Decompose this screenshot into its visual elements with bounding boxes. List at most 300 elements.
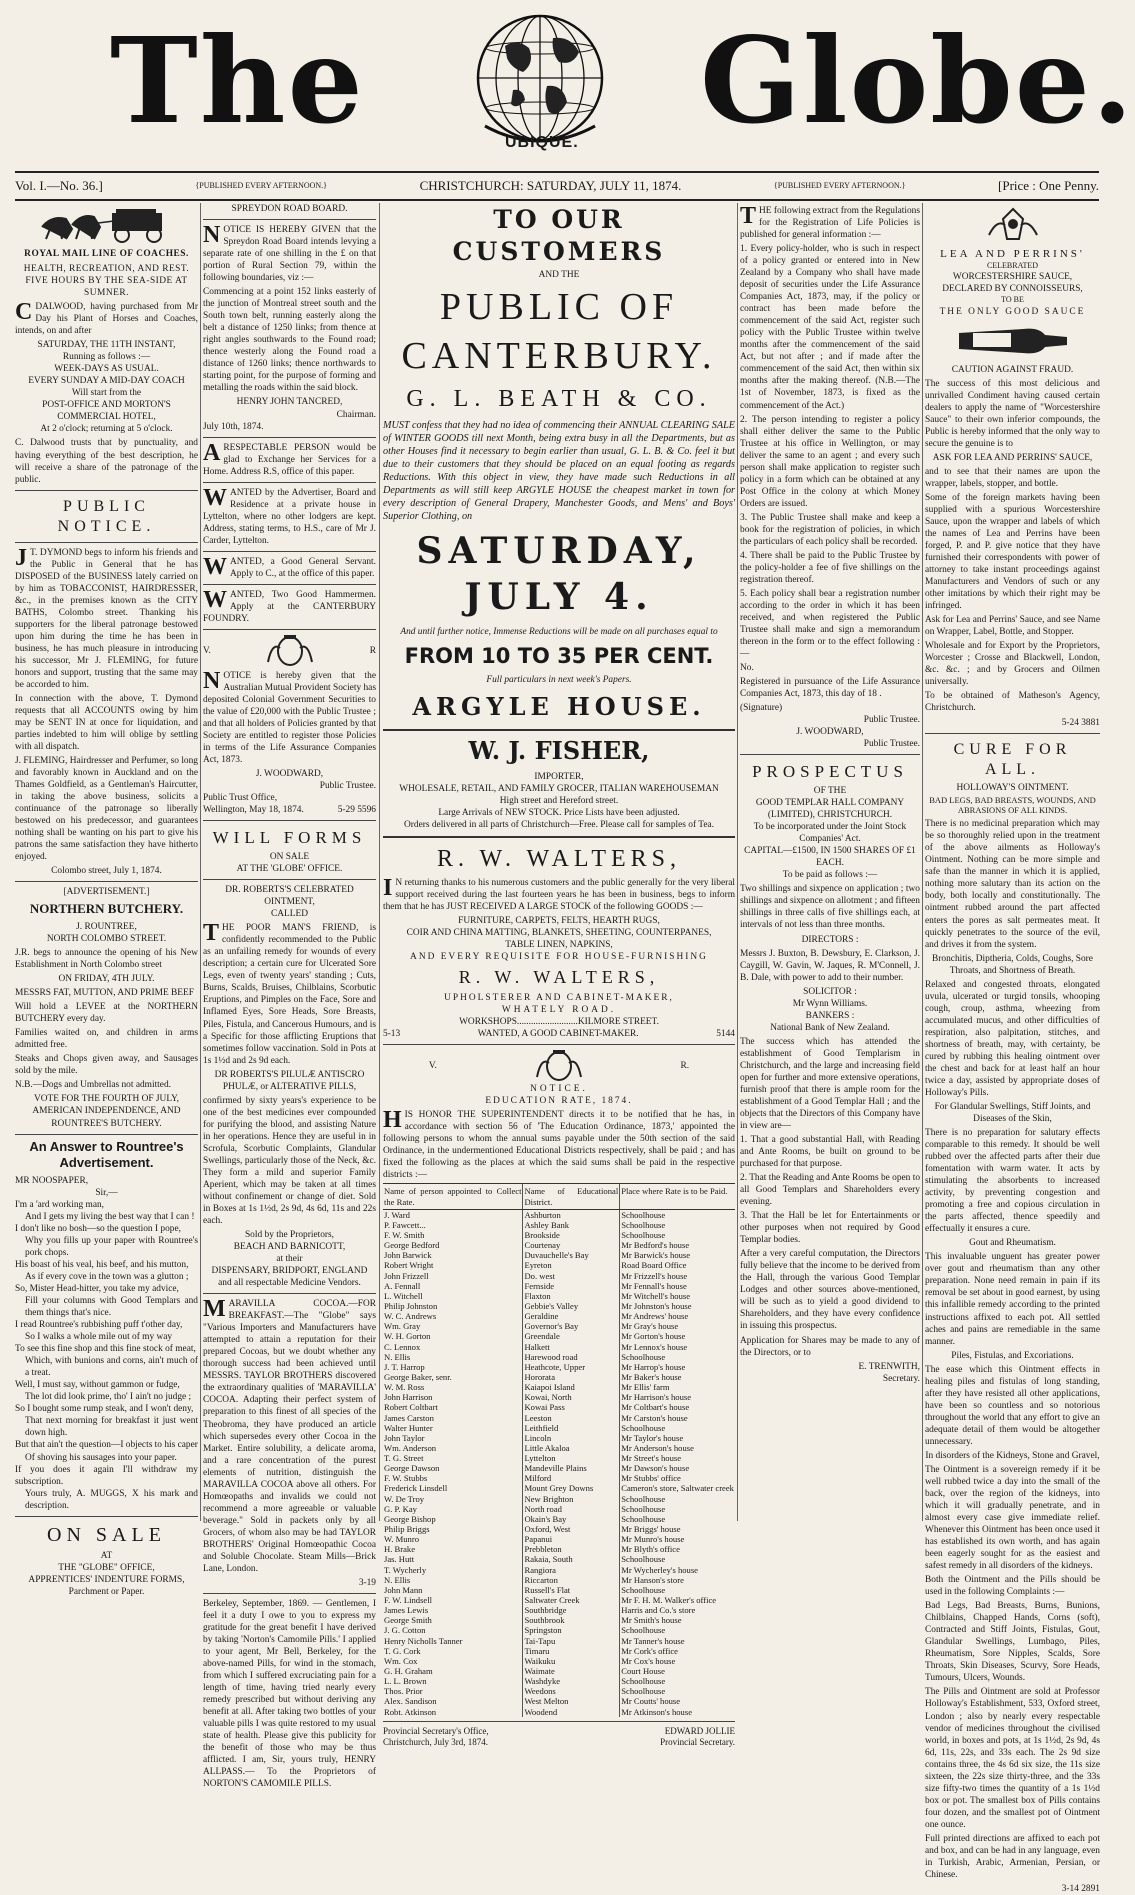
table-cell: T. G. Cork bbox=[384, 1645, 421, 1656]
table-row bbox=[383, 1636, 735, 1646]
notice-text: J. FLEMING, Hairdresser and Perfumer, so long and favorably known in Auckland and on the Thames Goldfield, as a Gentleman's Haircutter, in taking the above business, solicits a continuance of the patronage so liberally bestowed on his predecessor, and guarantees nothing shall be wanting on his part to give his patrons the same satisfaction they have hitherto enjoyed. bbox=[15, 756, 198, 863]
coach-post-office: POST-OFFICE AND MORTON'S COMMERCIAL HOTEL, bbox=[42, 400, 171, 423]
table-row bbox=[383, 1656, 735, 1666]
poem-line: Why you fills up your paper with Rountree's pork chops. bbox=[25, 1235, 198, 1258]
ointment-at: at their bbox=[276, 1254, 303, 1265]
column-rule bbox=[922, 203, 923, 1521]
sauce-declared: DECLARED BY CONNOISSEURS, bbox=[942, 284, 1083, 295]
ointment-title: DR. ROBERTS'S CELEBRATED OINTMENT, bbox=[225, 885, 354, 908]
holloway-text: Full printed directions are affixed to each pot and box, and can be had in any language, even in Turkish, Arabic, Armenian, Persian, or Chinese. bbox=[925, 1833, 1100, 1880]
table-row bbox=[383, 1666, 735, 1676]
table-cell: N. Ellis bbox=[384, 1351, 411, 1362]
prospectus-text: 3. That the Hall be let for Entertainments or other purposes when not required by Good Templar bodies. bbox=[740, 1211, 920, 1246]
poem-line: Fill your columns with Good Templars and them things that's nice. bbox=[25, 1296, 198, 1319]
prospectus-heading: BANKERS : bbox=[805, 1010, 855, 1021]
walters-name-2: R. W. WALTERS, bbox=[458, 967, 660, 987]
column-rule bbox=[379, 203, 380, 1521]
table-cell: George Dawson bbox=[384, 1463, 440, 1474]
coach-time: At 2 o'clock; returning at 5 o'clock. bbox=[40, 424, 173, 435]
prospectus-incorporation: To be incorporated under the Joint Stock Companies' Act. bbox=[753, 822, 907, 845]
public-headline: PUBLIC OF CANTERBURY. bbox=[401, 286, 717, 377]
table-cell: Riccarton bbox=[523, 1575, 620, 1585]
table-row bbox=[383, 1240, 735, 1250]
table-row bbox=[383, 1686, 735, 1696]
regulations-text: 3. The Public Trustee shall make and keep a book for the registration of policies, in which the particulars of each policy shall be recorded. bbox=[740, 512, 920, 547]
table-cell: Schoolhouse bbox=[620, 1585, 735, 1595]
table-cell: Mr F. H. M. Walker's office bbox=[620, 1595, 735, 1605]
road-board-role: Chairman. bbox=[336, 409, 376, 420]
answer-salutation: Sir,— bbox=[95, 1187, 118, 1198]
table-cell: George Bishop bbox=[384, 1513, 436, 1524]
table-cell: Mr Smith's house bbox=[620, 1615, 735, 1625]
prospectus-text: After a very careful computation, the Directors fully believe that the income to be derived from the Hall, through the various Good Templar Lodges and other sources above-mentioned, will be such as to yield a good dividend to Shareholders, and they have every confidence in issuing this prospectus. bbox=[740, 1249, 920, 1332]
table-cell: Road Board Office bbox=[620, 1260, 735, 1270]
table-cell: Wm. Cox bbox=[384, 1655, 418, 1666]
prospectus-secretary: E. TRENWITH, bbox=[858, 1361, 920, 1372]
table-cell: Ashburton bbox=[523, 1209, 620, 1220]
table-cell: Schoolhouse bbox=[620, 1423, 735, 1433]
table-cell: Cameron's store, Saltwater creek bbox=[621, 1483, 734, 1494]
table-cell: J. Ward bbox=[384, 1209, 410, 1220]
prospectus-heading: DIRECTORS : bbox=[801, 934, 859, 945]
coach-start: Will start from the bbox=[71, 388, 142, 399]
trustee-name: J. WOODWARD, bbox=[255, 769, 324, 780]
on-sale-item: Parchment or Paper. bbox=[68, 1587, 145, 1598]
walters-code: 5-13 bbox=[383, 1029, 401, 1040]
table-cell: Oxford, West bbox=[523, 1524, 620, 1534]
cocoa-text: ARAVILLA COCOA.—FOR BREAKFAST.—The "Globe" says "Various Importers and Manufacturers have attempted to attain a reputation for their prepared Cocoas, but we doubt whether any thorough success had been achieved until MESSRS. TAYLOR BROTHERS discovered the extraordinary qualities of 'MARAVILLA' COCOA. Adapting their perfect system of preparation to this finest of all species of the Theobroma, they have produced an article which supersedes every other Cocoa in the Market. Entire solubility, a delicate aroma, and a rare concentration of the purest elements of nutrition, distinguish the MARAVILLA COCOA above all others. For Homœopaths and invalids we could not recommend a more agreeable or valuable beverage." Sold in packets only by all Grocers, of whom also may be had TAYLOR BROTHERS' Original Homœopathic Cocoa and Soluble Chocolate. Steam Mills—Brick Lane, London. bbox=[203, 1299, 376, 1574]
road-board-text: OTICE IS HEREBY GIVEN that the Spreydon Road Board intends levying a separate rate of one shilling in the £ on that portion of Rural Section 79, within the following boundaries, viz :— bbox=[203, 225, 376, 284]
table-cell: Mr Frizzell's house bbox=[620, 1271, 735, 1281]
notice-text: T. DYMOND begs to inform his friends and the Public in General that he has DISPOSED of the BUSINESS lately carried on by him as TOBACCONIST, HAIRDRESSER, &c., in the premises known as the CITY BATHS, Colombo street. Thanking his supporters for the liberal patronage bestowed upon him during the time he has been in business, he has much pleasure in introducing his successor, Mr J. FLEMING, for future honors and support, trusting that the same may be accorded to him. bbox=[15, 547, 198, 690]
table-cell: Mr Ellis' farm bbox=[620, 1382, 735, 1392]
notice-text: In connection with the above, T. Dymond requests that all ACCOUNTS owing by him may be SENT IN at once for liquidation, and parties indebted to him will oblige by settling with all dispatch. bbox=[15, 693, 198, 753]
table-cell: Flaxton bbox=[523, 1291, 620, 1301]
table-cell: Mr Coltbart's house bbox=[620, 1402, 735, 1412]
road-board-name: HENRY JOHN TANCRED, bbox=[236, 397, 343, 408]
table-row bbox=[383, 1271, 735, 1281]
butchery-title: NORTHERN BUTCHERY. bbox=[29, 901, 184, 917]
royal-cipher-right: R bbox=[369, 645, 376, 656]
table-row bbox=[383, 1260, 735, 1270]
will-forms-at: AT THE 'GLOBE' OFFICE. bbox=[236, 864, 343, 875]
sale-full-particulars: Full particulars in next week's Papers. bbox=[486, 675, 632, 686]
pills-testimonial: Berkeley, September, 1869. — Gentlemen, I feel it a duty I owe to you to express my gratitude for the great benefit I have derived by taking 'Norton's Camomile Pills.' I applied to your agent, Mr Bell, Berkeley, for the above-named Pills, for wind in the stomach, from which I suffered excruciating pain for a length of time, having tried nearly every remedy prescribed but without deriving any benefit at all. After taking two bottles of your valuable pills I was quite restored to my usual state of health. Please give this publicity for the benefit of those who may be thus afflicted. I am, Sir, yours truly, HENRY ALLPASS.— To the Proprietors of NORTON'S CAMOMILE PILLS. bbox=[203, 1598, 376, 1790]
holloway-heading: BAD LEGS, BAD BREASTS, WOUNDS, AND ABRASIONS OF ALL KINDS. bbox=[929, 794, 1096, 816]
table-cell: John Taylor bbox=[384, 1432, 425, 1443]
walters-goods: TABLE LINEN, NAPKINS, bbox=[505, 939, 613, 950]
ointment-called: CALLED bbox=[271, 909, 308, 920]
table-header: Name of Educational District. bbox=[523, 1184, 620, 1209]
poem-line: Which, with bunions and corns, ain't much of a treat. bbox=[25, 1356, 198, 1379]
table-cell: Mr Coutts' house bbox=[620, 1696, 735, 1706]
prospectus-secretary-role: Secretary. bbox=[882, 1373, 920, 1384]
volume-number: Vol. I.—No. 36.] bbox=[15, 178, 103, 193]
table-cell: T. Wycherly bbox=[384, 1564, 427, 1575]
trustee-text: OTICE is hereby given that the Australian Mutual Provident Society has deposited Colonial Government Securities to the value of £20,000 with the Public Trustee ; and that all holders of Policies granted by that Society are entitled to register those Policies in terms of the Life Assurance Companies Act, 1873. bbox=[203, 670, 376, 766]
poem-line: I'm a 'ard working man, bbox=[15, 1199, 105, 1210]
drop-cap: N bbox=[203, 667, 221, 694]
ointment-text: HE POOR MAN'S FRIEND, is confidently recommended to the Public as an unfailing remedy for wounds of every description; a certain cure for Ulcerated Sore Legs, even of twenty years' standing ; Cuts, Burns, Scalds, Bruises, Chilblains, Scorbutic Eruptions, and Pimples on the Face, Sore and Inflamed Eyes, Sore Heads, Sore Breasts, Piles, Fistula, and Cancerous Humours, and is a Specific for those afflicting Eruptions that sometimes follow vaccination. Sold in Pots at 1s 1½d and 2s 9d each. bbox=[203, 923, 376, 1066]
table-row bbox=[383, 1595, 735, 1605]
walters-workshops: WORKSHOPS..........................KILMORE STREET. bbox=[459, 1017, 659, 1028]
regulations-role: Public Trustee. bbox=[863, 739, 920, 750]
coach-text: DALWOOD, having purchased from Mr Day his Plant of Horses and Coaches, intends, on and after bbox=[15, 302, 198, 337]
table-cell: Weedons bbox=[523, 1686, 620, 1696]
table-cell: Woodend bbox=[523, 1707, 620, 1717]
poem-line: So I bought some rump steak, and I won't deny, bbox=[15, 1404, 194, 1415]
butchery-text: Steaks and Chops given away, and Sausages sold by the mile. bbox=[15, 1054, 198, 1077]
drop-cap: H bbox=[383, 1107, 402, 1134]
answer-title: An Answer to Rountree's Advertisement. bbox=[29, 1138, 184, 1171]
royal-cipher-left: V. bbox=[203, 645, 211, 656]
table-row bbox=[383, 1443, 735, 1453]
table-row bbox=[383, 1707, 735, 1717]
royal-cipher-right: R. bbox=[680, 1061, 690, 1072]
column-rule bbox=[200, 203, 201, 1521]
drop-cap: N bbox=[203, 222, 221, 249]
table-cell: Mount Grey Downs bbox=[523, 1483, 620, 1493]
table-cell: Kowai, North bbox=[523, 1392, 620, 1402]
table-cell: Mr Tanner's house bbox=[620, 1636, 735, 1646]
sauce-text: and to see that their names are upon the wrapper, labels, stopper, and bottle. bbox=[925, 466, 1100, 489]
poem-line: And I gets my living the best way that I can ! bbox=[25, 1211, 195, 1222]
table-cell: F. W. Lindsell bbox=[384, 1595, 433, 1606]
ointment-dispensary: DISPENSARY, BRIDPORT, ENGLAND bbox=[211, 1266, 368, 1277]
table-cell: Schoolhouse bbox=[620, 1209, 735, 1220]
coach-date: SATURDAY, THE 11TH INSTANT, bbox=[37, 340, 176, 351]
notice-date: Colombo street, July 1, 1874. bbox=[51, 866, 162, 877]
table-row bbox=[383, 1463, 735, 1473]
sauce-celebrated: CELEBRATED bbox=[986, 261, 1039, 271]
classified-text: ANTED, Two Good Hammermen. Apply at the CANTERBURY FOUNDRY. bbox=[203, 589, 376, 624]
sauce-caution: CAUTION AGAINST FRAUD. bbox=[951, 364, 1074, 375]
classified-text: RESPECTABLE PERSON would be glad to Exchange her Services for a Home. Address R.S, office of this paper. bbox=[203, 442, 376, 477]
table-cell: W. H. Gorton bbox=[384, 1331, 431, 1342]
table-cell: Rakaia, South bbox=[523, 1554, 620, 1564]
poem-line: Yours truly, A. MUGGS, X his mark and description. bbox=[25, 1488, 198, 1511]
education-office: Provincial Secretary's Office, bbox=[383, 1725, 489, 1736]
prospectus-text: Two shillings and sixpence on application ; two shillings and sixpence on allotment ; and fifteen shillings in three calls of five shillings each, at intervals of not less than three months. bbox=[740, 884, 920, 931]
table-row bbox=[383, 1413, 735, 1423]
table-row bbox=[383, 1321, 735, 1331]
poem-line: His boast of his veal, his beef, and his mutton, bbox=[15, 1260, 189, 1270]
education-notice: NOTICE. bbox=[530, 1084, 588, 1095]
table-row bbox=[383, 1352, 735, 1362]
prospectus-text: Application for Shares may be made to any of the Directors, or to bbox=[740, 1335, 920, 1358]
butchery-text: Will hold a LEVEE at the NORTHERN BUTCHERY every day. bbox=[15, 1002, 198, 1025]
coach-text: C. Dalwood trusts that by punctuality, and having everything of the best description, he will receive a share of the patronage of the public. bbox=[15, 438, 198, 485]
table-cell: H. Brake bbox=[384, 1544, 416, 1555]
table-cell: T. G. Street bbox=[384, 1453, 424, 1464]
table-row bbox=[383, 1209, 735, 1220]
table-cell: Mr Anderson's house bbox=[620, 1443, 735, 1453]
education-title: EDUCATION RATE, 1874. bbox=[485, 1096, 633, 1107]
table-cell: W. Munro bbox=[384, 1534, 420, 1545]
ointment-sold-by: Sold by the Proprietors, bbox=[244, 1230, 335, 1241]
prospectus-text: The success which has attended the establishment of Good Templarism in Christchurch, and the large and increasing field open for further and more extensive operations, furnish proof that there is ample room for the establishment of a Good Templar Hall ; and the objects that the Directors of this Company have in view are— bbox=[740, 1036, 920, 1131]
table-cell: Papanui bbox=[523, 1534, 620, 1544]
table-row bbox=[383, 1646, 735, 1656]
table-cell: Mr Andrews' house bbox=[620, 1311, 735, 1321]
table-cell: Okain's Bay bbox=[523, 1514, 620, 1524]
coach-subtitle: FIVE HOURS BY THE SEA-SIDE AT SUMNER. bbox=[25, 276, 188, 299]
table-row bbox=[383, 1625, 735, 1635]
table-cell: Mr Munro's house bbox=[620, 1534, 735, 1544]
table-header: Place where Rate is to be Paid. bbox=[620, 1184, 735, 1209]
regulations-name: J. WOODWARD, bbox=[796, 727, 864, 738]
holloway-text: Both the Ointment and the Pills should be used in the following Complaints :— bbox=[925, 1575, 1100, 1598]
royal-arms-icon bbox=[529, 1049, 589, 1083]
column-rule bbox=[737, 203, 738, 1521]
table-cell: Gebbie's Valley bbox=[523, 1301, 620, 1311]
table-cell: John Mann bbox=[384, 1584, 423, 1595]
regulations-text: 1. Every policy-holder, who is such in respect of a policy granted or entered into in New Zealand by a Company who shall have made deposit of securities under the Life Assurance Companies Act, 1873, may, if the policy or contract has been made before the commencement of the said Act, register such policy with the Public Trustee within twelve months after the commencement of the said Act, but not after ; and if made after the commencement of the said Act, then within six months after the making thereof. (N.B.—The 1st of November, 1873, is fixed as the commencement of the Act.) bbox=[740, 244, 920, 411]
butchery-text: MESSRS FAT, MUTTON, AND PRIME BEEF bbox=[15, 988, 194, 999]
fisher-importer: IMPORTER, bbox=[534, 771, 584, 782]
table-cell: John Harrison bbox=[384, 1392, 433, 1403]
table-cell: Mr Atkinson's house bbox=[620, 1707, 735, 1717]
prospectus-text: Messrs J. Buxton, B. Dewsbury, E. Clarkson, J. Caygill, W. Gavin, W. Jaques, R. M'Connell, J. B. Dale, with power to add to their number. bbox=[740, 948, 920, 983]
walters-wanted: WANTED, A GOOD CABINET-MAKER. bbox=[477, 1029, 639, 1040]
table-cell: Mr Lennox's house bbox=[620, 1342, 735, 1352]
fisher-description: WHOLESALE, RETAIL, AND FAMILY GROCER, ITALIAN WAREHOUSEMAN bbox=[399, 783, 719, 794]
table-cell: L. Witchell bbox=[384, 1290, 423, 1301]
table-cell: West Melton bbox=[523, 1696, 620, 1706]
sauce-title: LEA AND PERRINS' bbox=[940, 248, 1085, 260]
table-cell: Waimate bbox=[523, 1666, 620, 1676]
trustee-code: 5-29 5596 bbox=[337, 805, 376, 816]
fisher-arrivals: Large Arrivals of NEW STOCK. Price Lists have been adjusted. bbox=[438, 808, 680, 818]
public-notice-title: PUBLIC NOTICE. bbox=[57, 497, 156, 536]
table-row bbox=[383, 1311, 735, 1321]
table-cell: Brookside bbox=[523, 1230, 620, 1240]
butchery-text: VOTE FOR THE FOURTH OF JULY, AMERICAN INDEPENDENCE, AND ROUNTREE'S BUTCHERY. bbox=[32, 1094, 181, 1129]
butchery-street: NORTH COLOMBO STREET. bbox=[46, 934, 167, 945]
answer-salutation: MR NOOSPAPER, bbox=[15, 1175, 89, 1186]
drop-cap: M bbox=[203, 1296, 226, 1323]
table-cell: Mr Johnston's house bbox=[620, 1301, 735, 1311]
sale-until: And until further notice, Immense Reductions will be made on all purchases equal to bbox=[400, 626, 718, 637]
table-cell: Mr Hanson's store bbox=[620, 1575, 735, 1585]
table-row bbox=[383, 1565, 735, 1575]
argyle-house: ARGYLE HOUSE. bbox=[412, 692, 706, 722]
holloway-text: This invaluable unguent has greater power over gout and rheumatism than any other preparation. None need remain in pain if its removal be set about in good earnest, by using this infallible remedy according to the printed instructions affixed to each pot. All settled aches and pains are remediable in the same manner. bbox=[925, 1252, 1100, 1347]
table-row bbox=[383, 1554, 735, 1564]
table-cell: Mr Gorton's house bbox=[620, 1331, 735, 1341]
fisher-orders: Orders delivered in all parts of Christchurch—Free. Please call for samples of Tea. bbox=[403, 820, 714, 831]
table-cell: Lincoln bbox=[523, 1433, 620, 1443]
sauce-text: To be obtained of Matheson's Agency, Christchurch. bbox=[925, 691, 1100, 714]
table-cell: F. W. Smith bbox=[384, 1229, 425, 1240]
table-cell: Mr Cork's office bbox=[620, 1646, 735, 1656]
royal-arms-icon bbox=[260, 634, 320, 668]
table-row bbox=[383, 1372, 735, 1382]
table-cell: Southbrook bbox=[523, 1615, 620, 1625]
poem-line: To see this fine shop and this fine stock of meat, bbox=[15, 1344, 196, 1355]
education-text: IS HONOR THE SUPERINTENDENT directs it to be notified that he has, in accordance with section 56 of 'The Education Ordinance, 1873,' appointed the following persons to whom the annual sums payable under the 50th section of the said Ordinance, in the undermentioned Educational Districts respectively, shall be paid ; and has fixed the following as the places at which the said sums shall be paid in the respective districts :— bbox=[383, 1110, 735, 1181]
table-cell: G. H. Graham bbox=[384, 1666, 433, 1677]
poem-lines bbox=[15, 1199, 198, 1512]
table-cell: Heathcote, Upper bbox=[523, 1362, 620, 1372]
drop-cap: T bbox=[740, 203, 757, 229]
road-board-text: Commencing at a point 152 links easterly of the junction of Montreal street south and the South town belt, running easterly along the belt a distance of 1250 links; from thence at right angles southwards to the Found road; thence westerly along the Found road a distance of 1260 links; thence northwards to starting point, for the purpose of forming and metalling the roads within the said block. bbox=[203, 287, 376, 394]
holloway-text: Bad Legs, Bad Breasts, Burns, Bunions, Chilblains, Chapped Hands, Corns (soft), Contracted and Stiff Joints, Fistulas, Gout, Glandular Swellings, Lumbago, Piles, Rheumatism, Sore Nipples, Scalds, Sore Throats, Skin Diseases, Scurvy, Sore Heads, Tumours, Ulcers, Wounds. bbox=[925, 1601, 1100, 1684]
table-cell: Mr Gray's house bbox=[620, 1321, 735, 1331]
table-cell: Robt. Atkinson bbox=[384, 1706, 437, 1717]
prospectus-capital: CAPITAL—£1500, IN 1500 SHARES OF £1 EACH. bbox=[744, 846, 916, 869]
table-cell: Harewood road bbox=[523, 1352, 620, 1362]
on-sale-item: APPRENTICES' INDENTURE FORMS, bbox=[28, 1575, 185, 1586]
table-cell: Mr Briggs' house bbox=[620, 1524, 735, 1534]
prospectus-paid: To be paid as follows :— bbox=[782, 870, 878, 881]
table-row bbox=[383, 1453, 735, 1463]
prospectus-text: 2. That the Reading and Ante Rooms be open to all Good Templars and Shareholders every evening. bbox=[740, 1173, 921, 1208]
table-row bbox=[383, 1473, 735, 1483]
table-row bbox=[383, 1331, 735, 1341]
published-note-right: {PUBLISHED EVERY AFTERNOON.} bbox=[773, 181, 906, 190]
table-cell: Ashley Bank bbox=[523, 1220, 620, 1230]
walters-trade: UPHOLSTERER AND CABINET-MAKER, bbox=[444, 993, 674, 1004]
table-cell: Milford bbox=[523, 1473, 620, 1483]
table-row bbox=[383, 1524, 735, 1534]
walters-goods: FURNITURE, CARPETS, FELTS, HEARTH RUGS, bbox=[458, 915, 660, 926]
sauce-text: Wholesale and for Export by the Proprietors, Worcester ; Crosse and Blackwell, London, &c. &c. ; and by Grocers and Oilmen universally. bbox=[925, 641, 1100, 688]
table-cell: Saltwater Creek bbox=[523, 1595, 620, 1605]
fisher-name: W. J. FISHER, bbox=[468, 736, 650, 766]
sale-discount: FROM 10 TO 35 PER CENT. bbox=[404, 643, 714, 668]
ointment-vendors: and all respectable Medicine Vendors. bbox=[218, 1278, 361, 1289]
table-cell: Fernside bbox=[523, 1281, 620, 1291]
customers-headline: TO OUR CUSTOMERS bbox=[452, 205, 666, 266]
dateline bbox=[15, 171, 1099, 201]
table-cell: Leeston bbox=[523, 1413, 620, 1423]
table-cell: Schoolhouse bbox=[620, 1625, 735, 1635]
table-cell: Prebbleton bbox=[523, 1544, 620, 1554]
prospectus-heading: SOLICITOR : bbox=[803, 986, 857, 997]
table-cell: Rangiora bbox=[523, 1565, 620, 1575]
table-row bbox=[383, 1250, 735, 1260]
column-5 bbox=[925, 203, 1100, 1894]
published-note-left: {PUBLISHED EVERY AFTERNOON.} bbox=[195, 181, 328, 190]
cocoa-code: 3-19 bbox=[358, 1577, 376, 1588]
drop-cap: T bbox=[203, 920, 220, 947]
drop-cap: W bbox=[203, 553, 227, 580]
table-cell: L. L. Brown bbox=[384, 1676, 427, 1687]
education-signatory: EDWARD JOLLIE bbox=[664, 1725, 735, 1736]
walters-text: N returning thanks to his numerous customers and the public generally for the very liberal support received during the last fourteen years he has been in business, begs to inform them that he has JUST RECEIVED A LARGE STOCK of the following GOODS :— bbox=[383, 877, 735, 912]
walters-goods: COIR AND CHINA MATTING, BLANKETS, SHEETING, COUNTERPANES, bbox=[406, 927, 712, 938]
table-cell: Governor's Bay bbox=[523, 1321, 620, 1331]
table-row bbox=[383, 1676, 735, 1686]
sauce-only: THE ONLY GOOD SAUCE bbox=[939, 306, 1086, 317]
masthead bbox=[0, 0, 1135, 170]
table-row bbox=[383, 1301, 735, 1311]
regulations-number: No. bbox=[740, 663, 754, 674]
sale-date: SATURDAY, JULY 4. bbox=[416, 530, 702, 619]
table-cell: Thos. Prior bbox=[384, 1686, 423, 1697]
table-cell: Mr Blyth's office bbox=[620, 1544, 735, 1554]
table-cell: Schoolhouse bbox=[620, 1504, 735, 1514]
table-cell: N. Ellis bbox=[384, 1574, 411, 1585]
holloway-text: The Pills and Ointment are sold at Professor Holloway's Establishment, 533, Oxford street, London ; also by nearly every respectable vendor of medicines throughout the civilised world, in boxes and pots, at 1s 1½d, 2s 9d, 4s 6d, 11s, 22s, and 33s each. The 2s 9d size contains three, the 4s 6d six size, the 11s size sixteen, the 22s size thirty-three, and the 33s size fifty-two times the quantity of a 1s 1½d box or pot. The smallest box of Pills contains four dozen, and the smallest pot of Ointment one ounce. bbox=[925, 1687, 1100, 1830]
table-cell: W. C. Andrews bbox=[384, 1311, 437, 1322]
table-cell: Frederick Linsdell bbox=[384, 1483, 448, 1494]
table-row bbox=[383, 1423, 735, 1433]
table-cell: Schoolhouse bbox=[620, 1676, 735, 1686]
regulations-trustee: Public Trustee. bbox=[863, 715, 920, 726]
table-cell: Duvauchelle's Bay bbox=[523, 1250, 620, 1260]
table-row bbox=[383, 1544, 735, 1554]
walters-name: R. W. WALTERS, bbox=[436, 846, 682, 873]
walters-goods: AND EVERY REQUISITE FOR HOUSE-FURNISHING bbox=[410, 951, 708, 962]
poem-line: That next morning for breakfast it just went down high. bbox=[25, 1416, 198, 1439]
table-cell: Walter Hunter bbox=[384, 1422, 433, 1433]
and-the: AND THE bbox=[538, 270, 580, 280]
table-cell: Mr Witchell's house bbox=[620, 1291, 735, 1301]
table-cell: Mr Fennall's house bbox=[620, 1281, 735, 1291]
table-cell: Schoolhouse bbox=[620, 1220, 735, 1230]
table-cell: Mr Barwick's house bbox=[620, 1250, 735, 1260]
on-sale-office: THE "GLOBE" OFFICE, bbox=[58, 1563, 155, 1574]
column-4 bbox=[740, 203, 920, 1521]
sale-intro: MUST confess that they had no idea of commencing their ANNUAL CLEARING SALE of WINTER GOODS till next Month, being extra busy in all the Departments, but as other Houses find it necessary to begin earlier than usual, G. L. B. & Co. feel it but due to their customers that they should be placed on an equal footing as regards Reductions. With this object in view, they have made such Reductions in all Departments as will still keep ARGYLE HOUSE the cheapest market in town for every description of General Drapery, Manchester Goods, and Mens' and Boys' Superior Clothing, on bbox=[383, 420, 736, 523]
table-cell: Mr Baker's house bbox=[620, 1372, 735, 1382]
trustee-date: Wellington, May 18, 1874. bbox=[203, 805, 304, 816]
table-row bbox=[383, 1514, 735, 1524]
coach-title: ROYAL MAIL LINE OF COACHES. bbox=[24, 249, 189, 259]
prospectus-text: 1. That a good substantial Hall, with Reading and Ante Rooms, be built on ground to be purchased for that purpose. bbox=[740, 1135, 920, 1170]
table-row bbox=[383, 1534, 735, 1544]
butchery-text: J.R. begs to announce the opening of his New Establishment in North Colombo street bbox=[15, 948, 198, 971]
table-cell: Mr Stubbs' office bbox=[620, 1473, 735, 1483]
table-cell: Jas. Hutt bbox=[384, 1554, 415, 1565]
table-cell: John Frizzell bbox=[384, 1270, 429, 1281]
table-cell: Schoolhouse bbox=[620, 1514, 735, 1524]
sauce-name: WORCESTERSHIRE SAUCE, bbox=[952, 272, 1073, 283]
table-cell: Mr Dawson's house bbox=[620, 1463, 735, 1473]
table-row bbox=[383, 1494, 735, 1504]
poem-line: So, Mister Head-hitter, you take my advice, bbox=[15, 1284, 179, 1295]
table-cell: Waikuku bbox=[523, 1656, 620, 1666]
table-cell: Mr Bedford's house bbox=[620, 1240, 735, 1250]
ointment-text: confirmed by sixty years's experience to be one of the best medicines ever compounded for purifying the blood, and assisting Nature in her operations. Hence they are useful in in Scrofula, Scorbutic Complaints, Glandular Swellings, particularly those of the Neck, &c. They form a mild and superior Family Aperient, which may be taken at all times without confinement or change of diet. Sold in Boxes at 1s 1½d, 2s 9d, 4s 6d, 11s and 22s each. bbox=[203, 1095, 376, 1226]
ointment-text: DR ROBERTS'S PILULÆ ANTISCRO PHULÆ, or ALTERATIVE PILLS, bbox=[214, 1069, 365, 1092]
prospectus-of: OF THE bbox=[813, 786, 847, 797]
holloway-text: There is no medicinal preparation which may be so thoroughly relied upon in the treatment of the above ailments as Holloway's Ointment. Nothing can be more simple and safe than the manner in which it is applied, nothing more salutary than its action on the body, both locally and constitutionally. The ointment rubbed around the part affected enters the pores as salt permeates meat. It quickly penetrates to the source of the evil, and drives it from the system. bbox=[925, 819, 1100, 950]
table-cell: Court House bbox=[620, 1666, 735, 1676]
table-cell: Wm. Gray bbox=[384, 1321, 421, 1332]
advertisement-tag: [ADVERTISEMENT.] bbox=[63, 887, 150, 898]
coach-running: Running as follows :— bbox=[62, 352, 151, 363]
place-and-date: CHRISTCHURCH: SATURDAY, JULY 11, 1874. bbox=[419, 178, 682, 193]
education-date: Christchurch, July 3rd, 1874. bbox=[383, 1737, 488, 1748]
table-row bbox=[383, 1220, 735, 1230]
table-cell: Washdyke bbox=[523, 1676, 620, 1686]
table-cell: New Brighton bbox=[523, 1494, 620, 1504]
table-cell: Robert Coltbart bbox=[384, 1402, 438, 1413]
table-cell: Halkett bbox=[523, 1342, 620, 1352]
sauce-code: 5-24 3881 bbox=[1061, 717, 1100, 728]
table-cell: Mr Street's house bbox=[620, 1453, 735, 1463]
column-3 bbox=[383, 203, 736, 1748]
on-sale-at: AT bbox=[100, 1551, 113, 1562]
prospectus-solicitor: Mr Wynn Williams. bbox=[792, 998, 868, 1009]
sauce-text: Some of the foreign markets having been supplied with a spurious Worcestershire Sauce, upon the wrapper and labels of which the names of Lea and Perrins have been forged, P. and P. give notice that they have furnished their correspondents with power of attorney to take instant proceedings against Manufacturers and Vendors of such or any other imitations by which their right may be infringed. bbox=[925, 492, 1100, 612]
table-row bbox=[383, 1402, 735, 1412]
holloway-heading: In disorders of the Kidneys, Stone and Gravel, bbox=[925, 1450, 1100, 1461]
regulations-text: 2. The person intending to register a policy shall either deliver the same to the Public Trustee at his office in Wellington, or may deliver the same to an agent ; and every such person shall make application to register such policy in a form which can be obtained at any Post Office in the colony at which Money Orders are issued. bbox=[740, 414, 920, 509]
